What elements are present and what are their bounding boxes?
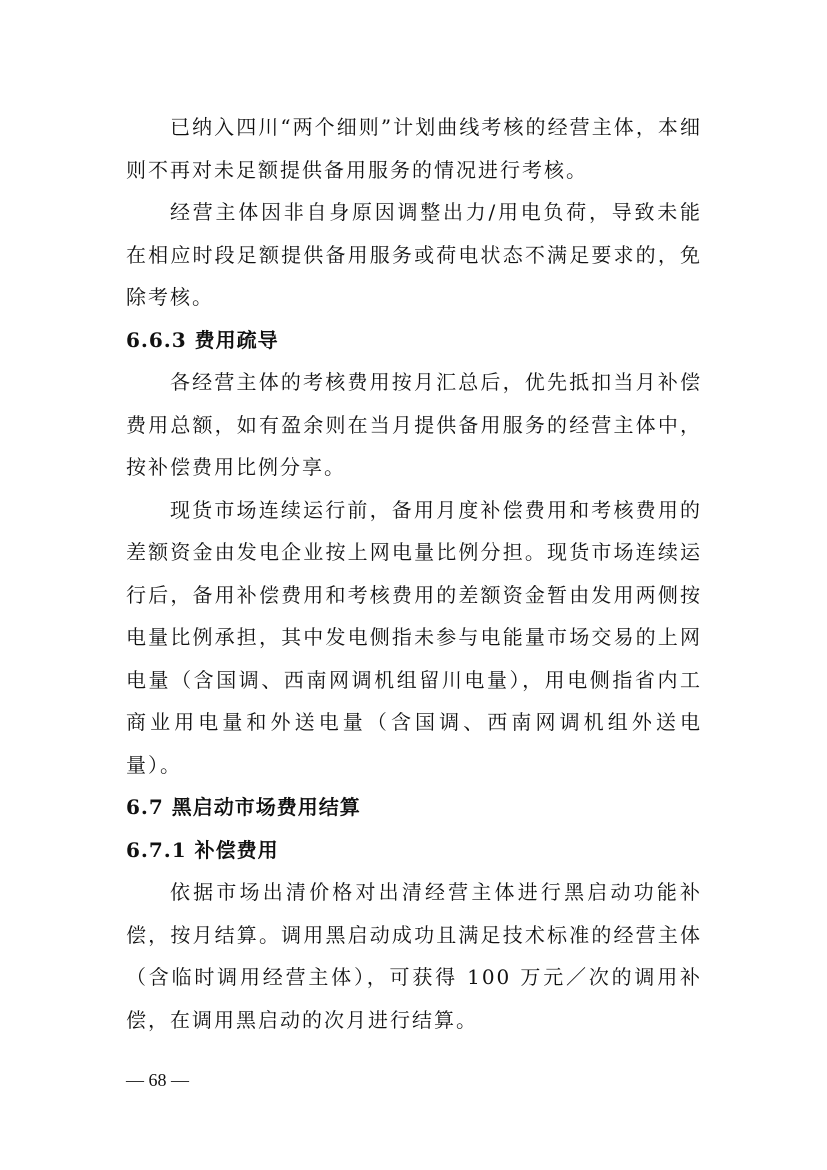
page-number: — 68 —: [126, 1070, 189, 1090]
section-heading-6-7: 6.7 黑启动市场费用结算: [126, 795, 361, 819]
paragraph-assessment-exemption: 已纳入四川“两个细则”计划曲线考核的经营主体，本细则不再对未足额提供备用服务的情况进行考核。: [126, 115, 702, 182]
paragraph-non-self-cause: 经营主体因非自身原因调整出力/用电负荷，导致未能在相应时段足额提供备用服务或荷电状态不满足要求的，免除考核。: [126, 200, 702, 309]
paragraph-black-start-compensation: 依据市场出清价格对出清经营主体进行黑启动功能补偿，按月结算。调用黑启动成功且满足技术标准的经营主体（含临时调用经营主体），可获得 100 万元／次的调用补偿，在调用黑启动的次月进行结算。: [126, 880, 702, 1032]
paragraph-assessment-fee-summary: 各经营主体的考核费用按月汇总后，优先抵扣当月补偿费用总额，如有盈余则在当月提供备用服务的经营主体中，按补偿费用比例分享。: [126, 370, 702, 479]
section-heading-6-7-1: 6.7.1 补偿费用: [126, 837, 279, 862]
section-heading-6-6-3: 6.6.3 费用疏导: [126, 327, 279, 352]
paragraph-spot-market-balance: 现货市场连续运行前，备用月度补偿费用和考核费用的差额资金由发电企业按上网电量比例分担。现货市场连续运行后，备用补偿费用和考核费用的差额资金暂由发用两侧按电量比例承担，其中发电侧指未参与电能量市场交易的上网电量（含国调、西南网调机组留川电量），用电侧指省内工商业用电量和外送电量（含国调、西南网调机组外送电量）。: [126, 497, 702, 777]
document-body: [126, 106, 702, 1041]
